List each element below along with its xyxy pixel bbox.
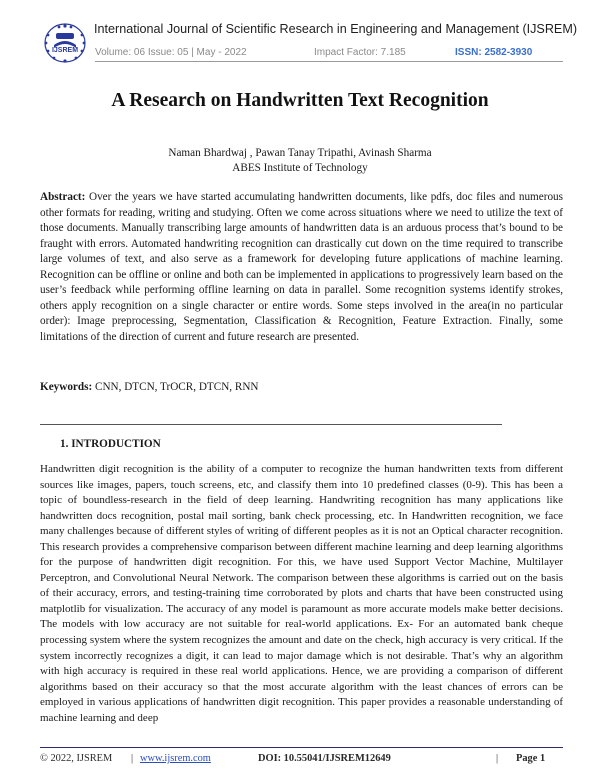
footer-separator-2: |: [496, 753, 499, 764]
introduction-body: Handwritten digit recognition is the ability of a computer to recognize the human handwritten texts from different sources like images, papers, touch screens, etc, and classify them into 10 predefined classes (0-9). This has been a topic of boundless-research in the field of deep learning. Handwriting recognition has many applications like handwritten docs recognition, postal mail sorting, bank check processing, etc. In Handwritten recognition, we face many challenges because of different styles of writing of different peoples as it is not an Optical character recognition. This research provides a comprehensive comparison between different machine learning and deep learning algorithms for the purpose of handwritten digit recognition. For this, we have used Support Vector Machine, Multilayer Perceptron, and Convolutional Neural Network. The comparison between these algorithms is carried out on the basis of their accuracy, errors, and testing-training time corroborated by plots and charts that have been constructed using matplotlib for visualization. The accuracy of any model is paramount as more accurate models make better decisions. The models with low accuracy are not suitable for real-world applications. Ex- For an automated bank cheque processing system where the system recognizes the amount and date on the check, high accuracy is very critical. If the system incorrectly recognizes a digit, it can lead to major damage which is not desirable. That’s why an algorithm with high accuracy is required in these real world applications. Hence, we are providing a comparison of different algorithms based on their accuracy so that the most accurate algorithm with the least chances of errors can be employed in various applications of handwritten digit recognition. This paper provides a reasonable understanding of machine learning and deep: [40, 463, 563, 724]
issn: ISSN: 2582-3930: [455, 47, 533, 58]
footer-website-link[interactable]: www.ijsrem.com: [140, 753, 211, 764]
abstract: [40, 190, 563, 345]
header-divider: [95, 61, 563, 62]
footer-copyright: © 2022, IJSREM: [40, 753, 113, 764]
keywords-label: Keywords:: [40, 381, 93, 393]
keywords: [40, 381, 259, 393]
paper-affiliation: ABES Institute of Technology: [232, 162, 368, 174]
section-divider: [40, 424, 502, 425]
keywords-text: CNN, DTCN, TrOCR, DTCN, RNN: [95, 381, 259, 393]
journal-logo: [40, 21, 90, 65]
footer-separator: |: [131, 753, 134, 764]
journal-name: International Journal of Scientific Research in Engineering and Management (IJSREM): [94, 22, 578, 36]
footer-doi: DOI: 10.55041/IJSREM12649: [258, 753, 391, 764]
volume-issue: Volume: 06 Issue: 05 | May - 2022: [95, 47, 247, 58]
footer-divider: [40, 747, 563, 748]
paper-authors: Naman Bhardwaj , Pawan Tanay Tripathi, Avinash Sharma: [168, 147, 432, 159]
logo-wordmark: IJSREM: [51, 47, 79, 54]
footer-page-number: Page 1: [516, 753, 546, 764]
impact-factor: Impact Factor: 7.185: [314, 47, 406, 58]
abstract-text: Over the years we have started accumulating handwritten documents, like pdfs, doc files and numerous other formats for reading, writing and studying. Often we come across situations where we need to utilize the text of those documents. Manually transcribing large amounts of handwritten data is an arduous process that’s bound to be fraught with errors. Automated handwriting recognition can drastically cut down on the time required to transcribe large volumes of text, and also serve as a framework for developing future applications of machine learning. Recognition can be offline or online and both can be implemented in applications to progressively learn based on the user’s feedback while performing offline learning on data in parallel. Some recognition systems identify strokes, others apply recognition on a single character or entire words. Some steps involved in the area(in no particular order): Image preprocessing, Segmentation, Classification & Recognition, Feature Extraction. Finally, some limitations of the direction of current and future research are presented.: [40, 191, 563, 343]
abstract-label: Abstract:: [40, 191, 86, 203]
paper-title: A Research on Handwritten Text Recognition: [111, 90, 489, 111]
section-heading-introduction: 1. INTRODUCTION: [60, 438, 161, 450]
